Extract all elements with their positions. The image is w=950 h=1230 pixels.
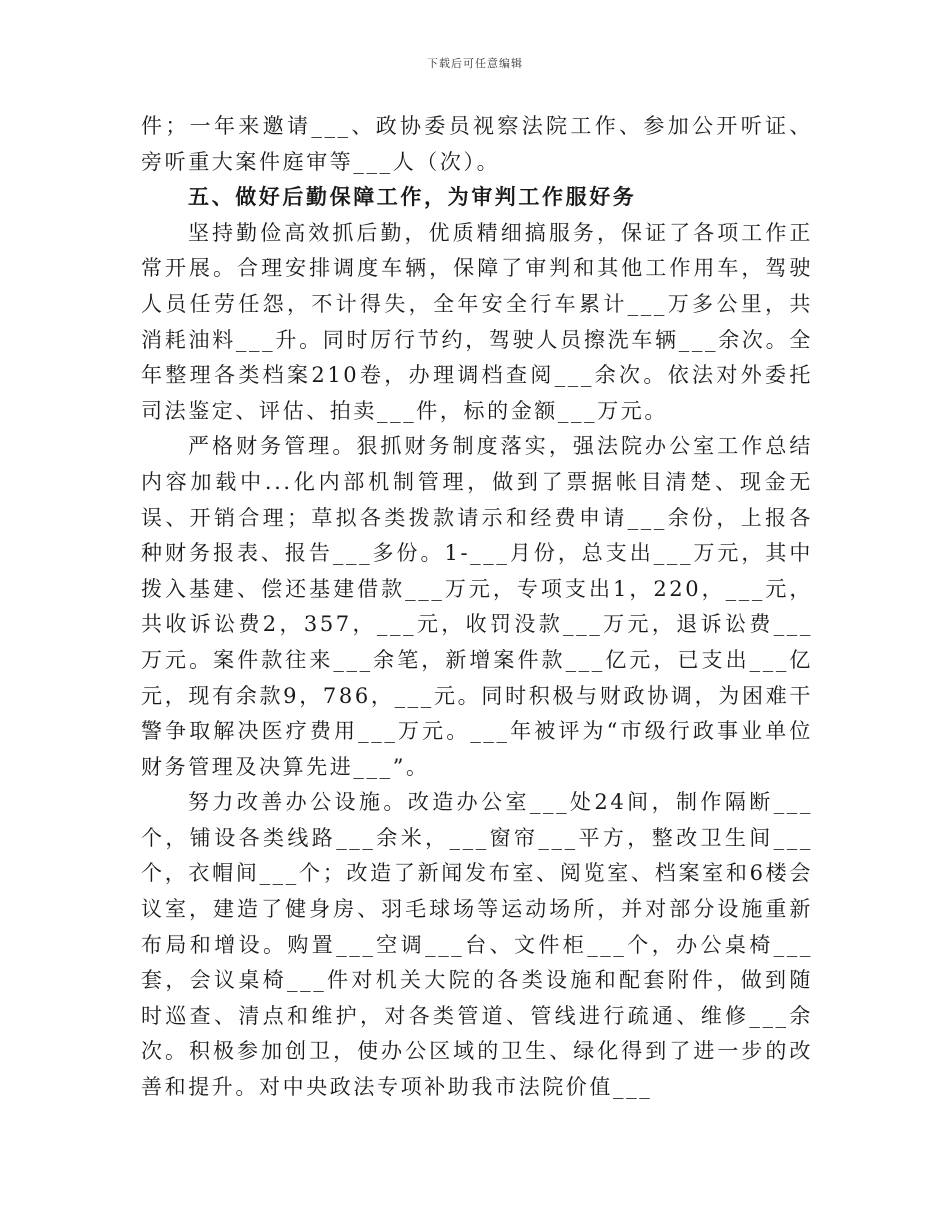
page-header-note: 下载后可任意编辑: [427, 57, 523, 70]
paragraph-facilities: 努力改善办公设施。改造办公室___处24间，制作隔断___个，铺设各类线路___余米，___窗帘___平方，整改卫生间___个，衣帽间___个；改造了新闻发布室、阅览室、档案室和6楼会议室，建造了健身房、羽毛球场等运动场所，并对部分设施重新布局和增设。购置___空调___台、文件柜___个，办公桌椅___套，会议桌椅___件对机关大院的各类设施和配套附件，做到随时巡查、清点和维护，对各类管道、管线进行疏通、维修___余次。积极参加创卫，使办公区域的卫生、绿化得到了进一步的改善和提升。对中央政法专项补助我市法院价值___: [141, 790, 813, 1100]
section-heading: 五、做好后勤保障工作，为审判工作服好务: [188, 185, 637, 210]
continuation-paragraph: 件；一年来邀请___、政协委员视察法院工作、参加公开听证、旁听重大案件庭审等___人（次）。: [141, 114, 813, 174]
paragraph-logistics: 坚持勤俭高效抓后勤，优质精细搞服务，保证了各项工作正常开展。合理安排调度车辆，保障了审判和其他工作用车，驾驶人员任劳任怨，不计得失，全年安全行车累计___万多公里，共消耗油料___升。同时厉行节约，驾驶人员擦洗车辆___余次。全年整理各类档案210卷，办理调档查阅___余次。依法对外委托司法鉴定、评估、拍卖___件，标的金额___万元。: [141, 220, 813, 423]
document-body: [141, 109, 813, 1106]
paragraph-finance: 严格财务管理。狠抓财务制度落实，强法院办公室工作总结内容加载中...化内部机制管理，做到了票据帐目清楚、现金无误、开销合理；草拟各类拨款请示和经费申请___余份，上报各种财务报表、报告___多份。1-___月份，总支出___万元，其中拨入基建、偿还基建借款___万元，专项支出1，220，___元，共收诉讼费2，357，___元，收罚没款___万元，退诉讼费___万元。案件款往来___余笔，新增案件款___亿元，已支出___亿元，现有余款9，786，___元。同时积极与财政协调，为困难干警争取解决医疗费用___万元。___年被评为“市级行政事业单位财务管理及决算先进___”。: [141, 434, 813, 779]
